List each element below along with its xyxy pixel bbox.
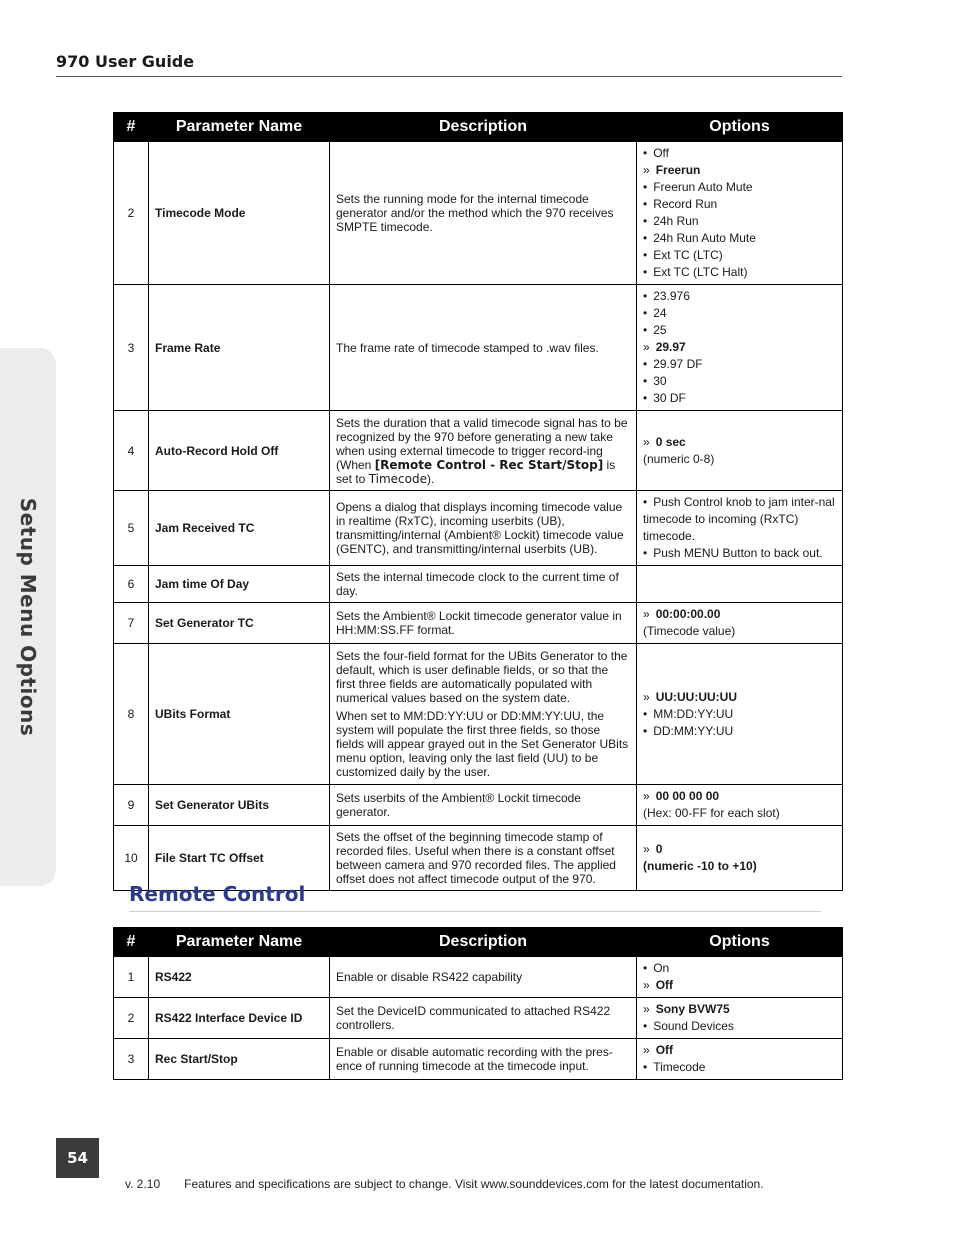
option-text: 0 <box>655 842 663 856</box>
option-item <box>643 706 836 723</box>
description-text: ). <box>427 471 435 486</box>
default-marker: » <box>643 340 650 354</box>
parameter-description <box>330 603 637 644</box>
option-item <box>643 390 836 407</box>
option-text: UU:UU:UU:UU <box>655 689 738 704</box>
option-text: Push MENU Button to back out. <box>653 546 823 560</box>
bullet-marker: • <box>643 289 648 303</box>
option-item <box>643 788 836 805</box>
option-item <box>643 162 836 179</box>
table-header-row <box>114 928 843 957</box>
parameter-options <box>637 644 843 785</box>
bullet-marker: • <box>643 546 648 560</box>
option-text: 25 <box>653 323 667 337</box>
column-header-number: # <box>114 113 149 142</box>
parameter-number: 10 <box>114 826 149 891</box>
bullet-marker: • <box>643 180 648 194</box>
bullet-marker: • <box>643 374 648 388</box>
option-text: (Hex: 00-FF for each slot) <box>643 806 780 820</box>
parameter-description <box>330 785 637 826</box>
parameter-options <box>637 603 843 644</box>
section-heading-remote-control: Remote Control <box>129 882 306 906</box>
table-row <box>114 603 843 644</box>
description-paragraph: Enable or disable automatic recording with the pres-ence of running timecode at the timecode input. <box>336 1045 613 1073</box>
parameter-name: Jam time Of Day <box>149 566 330 603</box>
description-paragraph: Set the DeviceID communicated to attached RS422 controllers. <box>336 1004 611 1032</box>
parameter-name: Set Generator UBits <box>149 785 330 826</box>
table-row <box>114 491 843 566</box>
parameter-description <box>330 411 637 491</box>
option-item <box>643 805 836 822</box>
option-text: On <box>653 961 670 975</box>
parameter-description <box>330 142 637 285</box>
description-text: Sets the duration that a valid timecode signal has to be recognized by the 970 before generating a new take when using external timecode to trigger record-ing (When <box>336 415 628 472</box>
default-marker: » <box>643 1002 650 1016</box>
description-paragraph: Sets the internal timecode clock to the current time of day. <box>336 570 619 598</box>
parameter-description <box>330 1039 637 1080</box>
option-text: Sony BVW75 <box>655 1002 730 1016</box>
option-text: Freerun Auto Mute <box>653 180 753 194</box>
parameter-name: UBits Format <box>149 644 330 785</box>
option-text: DD:MM:YY:UU <box>653 723 734 738</box>
description-paragraph: Sets the offset of the beginning timecode stamp of recorded files. Useful when there is a constant offset between camera and 970 recorded files. The applied offset does not affect timecode output of the 970. <box>336 830 616 886</box>
bullet-marker: • <box>643 306 648 320</box>
parameter-options <box>637 957 843 998</box>
option-text: 29.97 DF <box>653 357 703 371</box>
table-row <box>114 998 843 1039</box>
bullet-marker: • <box>643 197 648 211</box>
parameter-number: 7 <box>114 603 149 644</box>
parameter-name: Rec Start/Stop <box>149 1039 330 1080</box>
option-text: 23.976 <box>653 289 690 303</box>
bullet-marker: • <box>643 961 648 975</box>
table-row <box>114 826 843 891</box>
page-number: 54 <box>56 1138 99 1178</box>
parameter-name: RS422 Interface Device ID <box>149 998 330 1039</box>
option-text: Off <box>653 146 669 160</box>
description-paragraph: Sets the running mode for the internal timecode generator and/or the method which the 970 receives SMPTE timecode. <box>336 192 614 234</box>
option-text: MM:DD:YY:UU <box>653 706 734 721</box>
parameter-number: 2 <box>114 998 149 1039</box>
option-item <box>643 1042 836 1059</box>
bullet-marker: • <box>643 1060 648 1074</box>
description-paragraph: When set to MM:DD:YY:UU or DD:MM:YY:UU, the system will populate the first three fields, so those fields will appear grayed out in the Set Generator UBits menu option, leaving only the last field (UU) to be customized daily by the user. <box>336 709 629 779</box>
option-text: (numeric 0-8) <box>643 451 715 466</box>
default-marker: » <box>643 842 650 856</box>
parameter-options <box>637 998 843 1039</box>
parameter-description <box>330 644 637 785</box>
column-header-parameter-name: Parameter Name <box>149 928 330 957</box>
option-item <box>643 1059 836 1076</box>
description-paragraph: Sets userbits of the Ambient® Lockit timecode generator. <box>336 791 581 819</box>
bullet-marker: • <box>643 248 648 262</box>
column-header-options: Options <box>637 928 843 957</box>
option-item <box>643 179 836 196</box>
table-row <box>114 285 843 411</box>
bullet-marker: • <box>643 357 648 371</box>
table-row <box>114 142 843 285</box>
parameter-description <box>330 285 637 411</box>
description-text: is set to <box>336 457 616 486</box>
option-text: Freerun <box>655 163 701 177</box>
default-marker: » <box>643 689 650 704</box>
table-row <box>114 644 843 785</box>
option-item <box>643 434 836 451</box>
option-item <box>643 689 836 706</box>
timecode-parameters-table <box>113 112 843 891</box>
option-text: Off <box>655 1043 674 1057</box>
option-item <box>643 145 836 162</box>
parameter-number: 3 <box>114 285 149 411</box>
header-divider <box>56 76 842 77</box>
option-text: 00:00:00.00 <box>655 607 721 621</box>
parameter-description <box>330 826 637 891</box>
parameter-name: Auto-Record Hold Off <box>149 411 330 491</box>
default-marker: » <box>643 978 650 992</box>
bullet-marker: • <box>643 1019 648 1033</box>
parameter-options <box>637 411 843 491</box>
option-item <box>643 1018 836 1035</box>
parameter-number: 3 <box>114 1039 149 1080</box>
side-tab-label: Setup Menu Options <box>16 497 40 737</box>
description-paragraph: Enable or disable RS422 capability <box>336 970 523 984</box>
footer-version: v. 2.10 <box>125 1177 161 1191</box>
parameter-description <box>330 998 637 1039</box>
option-text: Sound Devices <box>653 1019 734 1033</box>
bullet-marker: • <box>643 214 648 228</box>
option-item <box>643 841 836 858</box>
table-row <box>114 411 843 491</box>
option-item <box>643 723 836 740</box>
bullet-marker: • <box>643 706 648 721</box>
description-paragraph: Sets the Ambient® Lockit timecode generator value in HH:MM:SS.FF format. <box>336 609 622 637</box>
option-item <box>643 545 836 562</box>
parameter-number: 5 <box>114 491 149 566</box>
parameter-number: 8 <box>114 644 149 785</box>
parameter-number: 1 <box>114 957 149 998</box>
parameter-name: RS422 <box>149 957 330 998</box>
option-item <box>643 373 836 390</box>
option-item <box>643 858 836 875</box>
option-item <box>643 623 836 640</box>
option-text: 24 <box>653 306 667 320</box>
option-item <box>643 339 836 356</box>
parameter-options <box>637 1039 843 1080</box>
option-text: Record Run <box>653 197 718 211</box>
option-item <box>643 247 836 264</box>
option-text: Off <box>655 978 674 992</box>
parameter-number: 2 <box>114 142 149 285</box>
footer <box>125 1177 764 1191</box>
parameter-description <box>330 957 637 998</box>
parameter-description <box>330 491 637 566</box>
option-text: Ext TC (LTC Halt) <box>653 265 748 279</box>
parameter-description <box>330 566 637 603</box>
option-item <box>643 606 836 623</box>
option-text: Push Control knob to jam inter-nal timecode to incoming (RxTC) timecode. <box>643 495 835 543</box>
bullet-marker: • <box>643 391 648 405</box>
parameter-number: 4 <box>114 411 149 491</box>
parameter-options <box>637 785 843 826</box>
option-item <box>643 977 836 994</box>
option-text: 30 DF <box>653 391 686 405</box>
default-marker: » <box>643 1043 650 1057</box>
page-header-title: 970 User Guide <box>56 52 195 71</box>
default-marker: » <box>643 607 650 621</box>
option-item <box>643 305 836 322</box>
option-item <box>643 322 836 339</box>
option-text: (numeric -10 to +10) <box>643 859 757 873</box>
table-header-row <box>114 113 843 142</box>
description-paragraph: Sets the four-field format for the UBits Generator to the default, which is user definable fields, or so that the first three fields are automatically populated with numerical values based on the system date. <box>336 649 628 705</box>
default-marker: » <box>643 789 650 803</box>
option-text: 29.97 <box>655 340 686 354</box>
bullet-marker: • <box>643 495 648 509</box>
option-text: 00 00 00 00 <box>655 789 720 803</box>
table-row <box>114 566 843 603</box>
section-divider <box>129 911 821 912</box>
table-row <box>114 1039 843 1080</box>
bullet-marker: • <box>643 146 648 160</box>
description-paragraph: The frame rate of timecode stamped to .wav files. <box>336 340 599 355</box>
menu-value-text: Timecode <box>368 471 427 486</box>
bullet-marker: • <box>643 265 648 279</box>
remote-control-parameters-table <box>113 927 843 1080</box>
column-header-number: # <box>114 928 149 957</box>
parameter-name: Frame Rate <box>149 285 330 411</box>
parameter-options <box>637 142 843 285</box>
parameter-number: 9 <box>114 785 149 826</box>
description-paragraph <box>336 416 630 486</box>
option-item <box>643 264 836 281</box>
column-header-parameter-name: Parameter Name <box>149 113 330 142</box>
bullet-marker: • <box>643 723 648 738</box>
bullet-marker: • <box>643 231 648 245</box>
option-text: 30 <box>653 374 667 388</box>
column-header-description: Description <box>330 113 637 142</box>
table-row <box>114 785 843 826</box>
option-text: 0 sec <box>655 434 686 449</box>
menu-path-text: [Remote Control - Rec Start/Stop] <box>374 457 604 472</box>
default-marker: » <box>643 434 650 449</box>
column-header-description: Description <box>330 928 637 957</box>
default-marker: » <box>643 163 650 177</box>
option-item <box>643 288 836 305</box>
parameter-options <box>637 566 843 603</box>
parameter-options <box>637 285 843 411</box>
parameter-name: Set Generator TC <box>149 603 330 644</box>
option-text: Ext TC (LTC) <box>653 248 723 262</box>
option-item <box>643 960 836 977</box>
parameter-name: Jam Received TC <box>149 491 330 566</box>
option-item <box>643 196 836 213</box>
option-item <box>643 213 836 230</box>
table-row <box>114 957 843 998</box>
option-item <box>643 494 836 545</box>
parameter-number: 6 <box>114 566 149 603</box>
bullet-marker: • <box>643 323 648 337</box>
option-text: 24h Run Auto Mute <box>653 231 756 245</box>
footer-note: Features and specifications are subject to change. Visit www.sounddevices.com for the latest documentation. <box>184 1177 764 1191</box>
option-item <box>643 1001 836 1018</box>
option-text: Timecode <box>653 1060 706 1074</box>
description-paragraph: Opens a dialog that displays incoming timecode value in realtime (RxTC), incoming userbits (UB), transmitting/internal (Ambient® Lockit) timecode value (GENTC), and transmitting/internal userbits (UB). <box>336 500 624 556</box>
option-text: 24h Run <box>653 214 699 228</box>
column-header-options: Options <box>637 113 843 142</box>
option-item <box>643 451 836 468</box>
parameter-options <box>637 826 843 891</box>
parameter-options <box>637 491 843 566</box>
option-item <box>643 230 836 247</box>
option-text: (Timecode value) <box>643 624 736 638</box>
parameter-name: File Start TC Offset <box>149 826 330 891</box>
parameter-name: Timecode Mode <box>149 142 330 285</box>
option-item <box>643 356 836 373</box>
